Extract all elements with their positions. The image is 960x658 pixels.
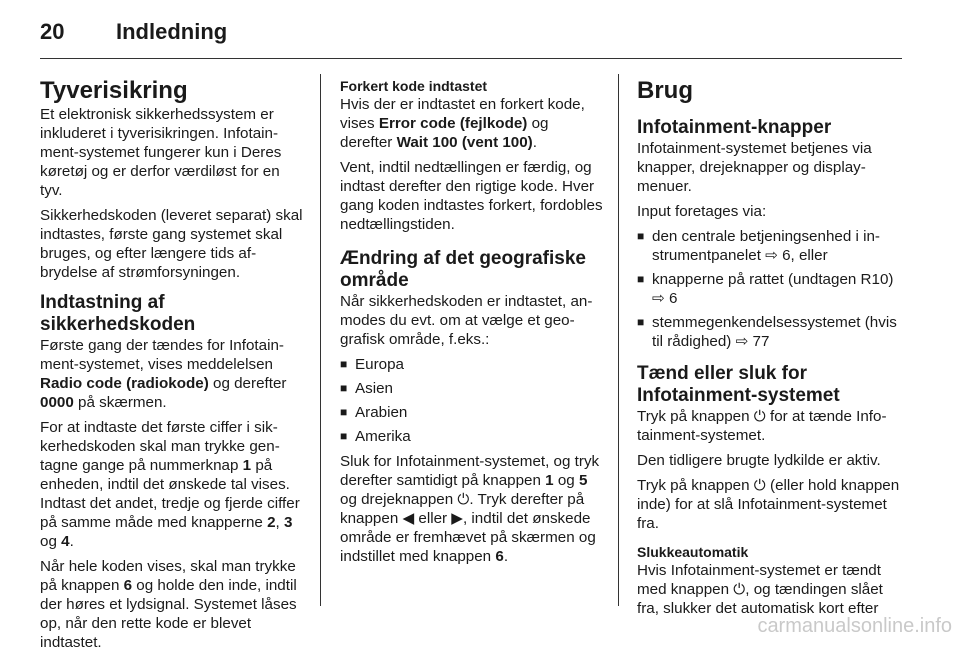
list-item: ■ Europa — [340, 355, 605, 374]
list-item: ■ den centrale betjeningsenhed i instrumentpanelet ⇨ 6, eller — [637, 227, 902, 265]
page-number: 20 — [40, 19, 65, 44]
paragraph: Hvis der er indtastet en forkert kode, vises Error code (fejlkode) og derefter Wait 100 (vent 100). — [340, 96, 585, 151]
subheading-code-entry: Indtastning af sikkerhedskoden — [40, 292, 196, 335]
subheading-auto-off: Slukkeautomatik — [637, 544, 749, 560]
list-item: ■ Asien — [340, 379, 605, 398]
paragraph: Sikkerhedskoden (leveret separat) skal indtastes, første gang systemet skal bruges, og efter længere tids afbrydelse af strømforsyningen. — [40, 207, 303, 281]
subheading-region: Ændring af det geografiske område — [340, 248, 586, 291]
section-title-tyverisikring: Tyverisikring — [40, 77, 188, 104]
paragraph: Input foretages via: — [637, 203, 767, 220]
input-list — [637, 227, 902, 351]
chapter-title: Indledning — [116, 19, 228, 44]
list-item: ■ Amerika — [340, 427, 605, 446]
column-divider-2 — [618, 74, 619, 606]
paragraph: Første gang der tændes for Infotainment-systemet, vises meddelelsen Radio code (radiokode) og derefter 0000 på skærmen. — [40, 337, 287, 411]
section-title-brug: Brug — [637, 77, 693, 104]
subheading-buttons: Infotainment-knapper — [637, 117, 832, 138]
paragraph: Vent, indtil nedtællingen er færdig, og indtast derefter den rigtige kode. Hver gang koden indtastes forkert, fordobles nedtællingstiden. — [340, 159, 603, 233]
paragraph: Et elektronisk sikkerhedssystem er inkluderet i tyverisikringen. Infotainment-systemet fungerer kun i Deres køretøj og er derfor værdiløst for en tyv. — [40, 106, 282, 199]
paragraph: Infotainment-systemet betjenes via knapper, drejeknapper og displaymenuer. — [637, 140, 872, 195]
subheading-wrong-code: Forkert kode indtastet — [340, 78, 488, 94]
column-3 — [637, 77, 902, 624]
paragraph: Sluk for Infotainment-systemet, og tryk derefter samtidigt på knappen 1 og 5 og drejeknappen ⏻. Tryk derefter på knappen ◀ eller ▶, indtil det ønskede område er fremhævet på skærmen og indstillet med knappen 6. — [340, 453, 600, 565]
paragraph: Tryk på knappen ⏻ for at tænde Infotainment-systemet. — [637, 408, 887, 444]
paragraph: Hvis Infotainment-systemet er tændt med knappen ⏻, og tændingen slået fra, slukker det automatisk kort efter — [637, 562, 883, 617]
column-2 — [340, 77, 605, 572]
header-rule — [40, 58, 902, 59]
paragraph: Når sikkerhedskoden er indtastet, anmodes du evt. om at vælge et geografisk område, f.eks.: — [340, 293, 593, 348]
paragraph: Når hele koden vises, skal man trykke på knappen 6 og holde den inde, indtil der høres et lydsignal. Systemet låses op, når den rette kode er blevet indtastet. — [40, 558, 297, 651]
list-item: ■ knapperne på rattet (undtagen R10) ⇨ 6 — [637, 270, 902, 308]
paragraph: Tryk på knappen ⏻ (eller hold knappen inde) for at slå Infotainment-systemet fra. — [637, 477, 900, 532]
paragraph: Den tidligere brugte lydkilde er aktiv. — [637, 452, 881, 469]
region-list — [340, 355, 605, 446]
subheading-on-off: Tænd eller sluk for Infotainment-systemet — [637, 363, 840, 406]
paragraph: For at indtaste det første ciffer i sikkerhedskoden skal man trykke gentagne gange på nummerknap 1 på enheden, indtil det ønskede tal vises. Indtast det andet, tredje og fjerde ciffer på samme måde med knapperne 2, 3 og 4. — [40, 419, 300, 550]
list-item: ■ stemmegenkendelsessystemet (hvis til rådighed) ⇨ 77 — [637, 313, 902, 351]
list-item: ■ Arabien — [340, 403, 605, 422]
column-divider-1 — [320, 74, 321, 606]
column-1 — [40, 77, 305, 658]
watermark: carmanualsonline.info — [757, 615, 952, 637]
